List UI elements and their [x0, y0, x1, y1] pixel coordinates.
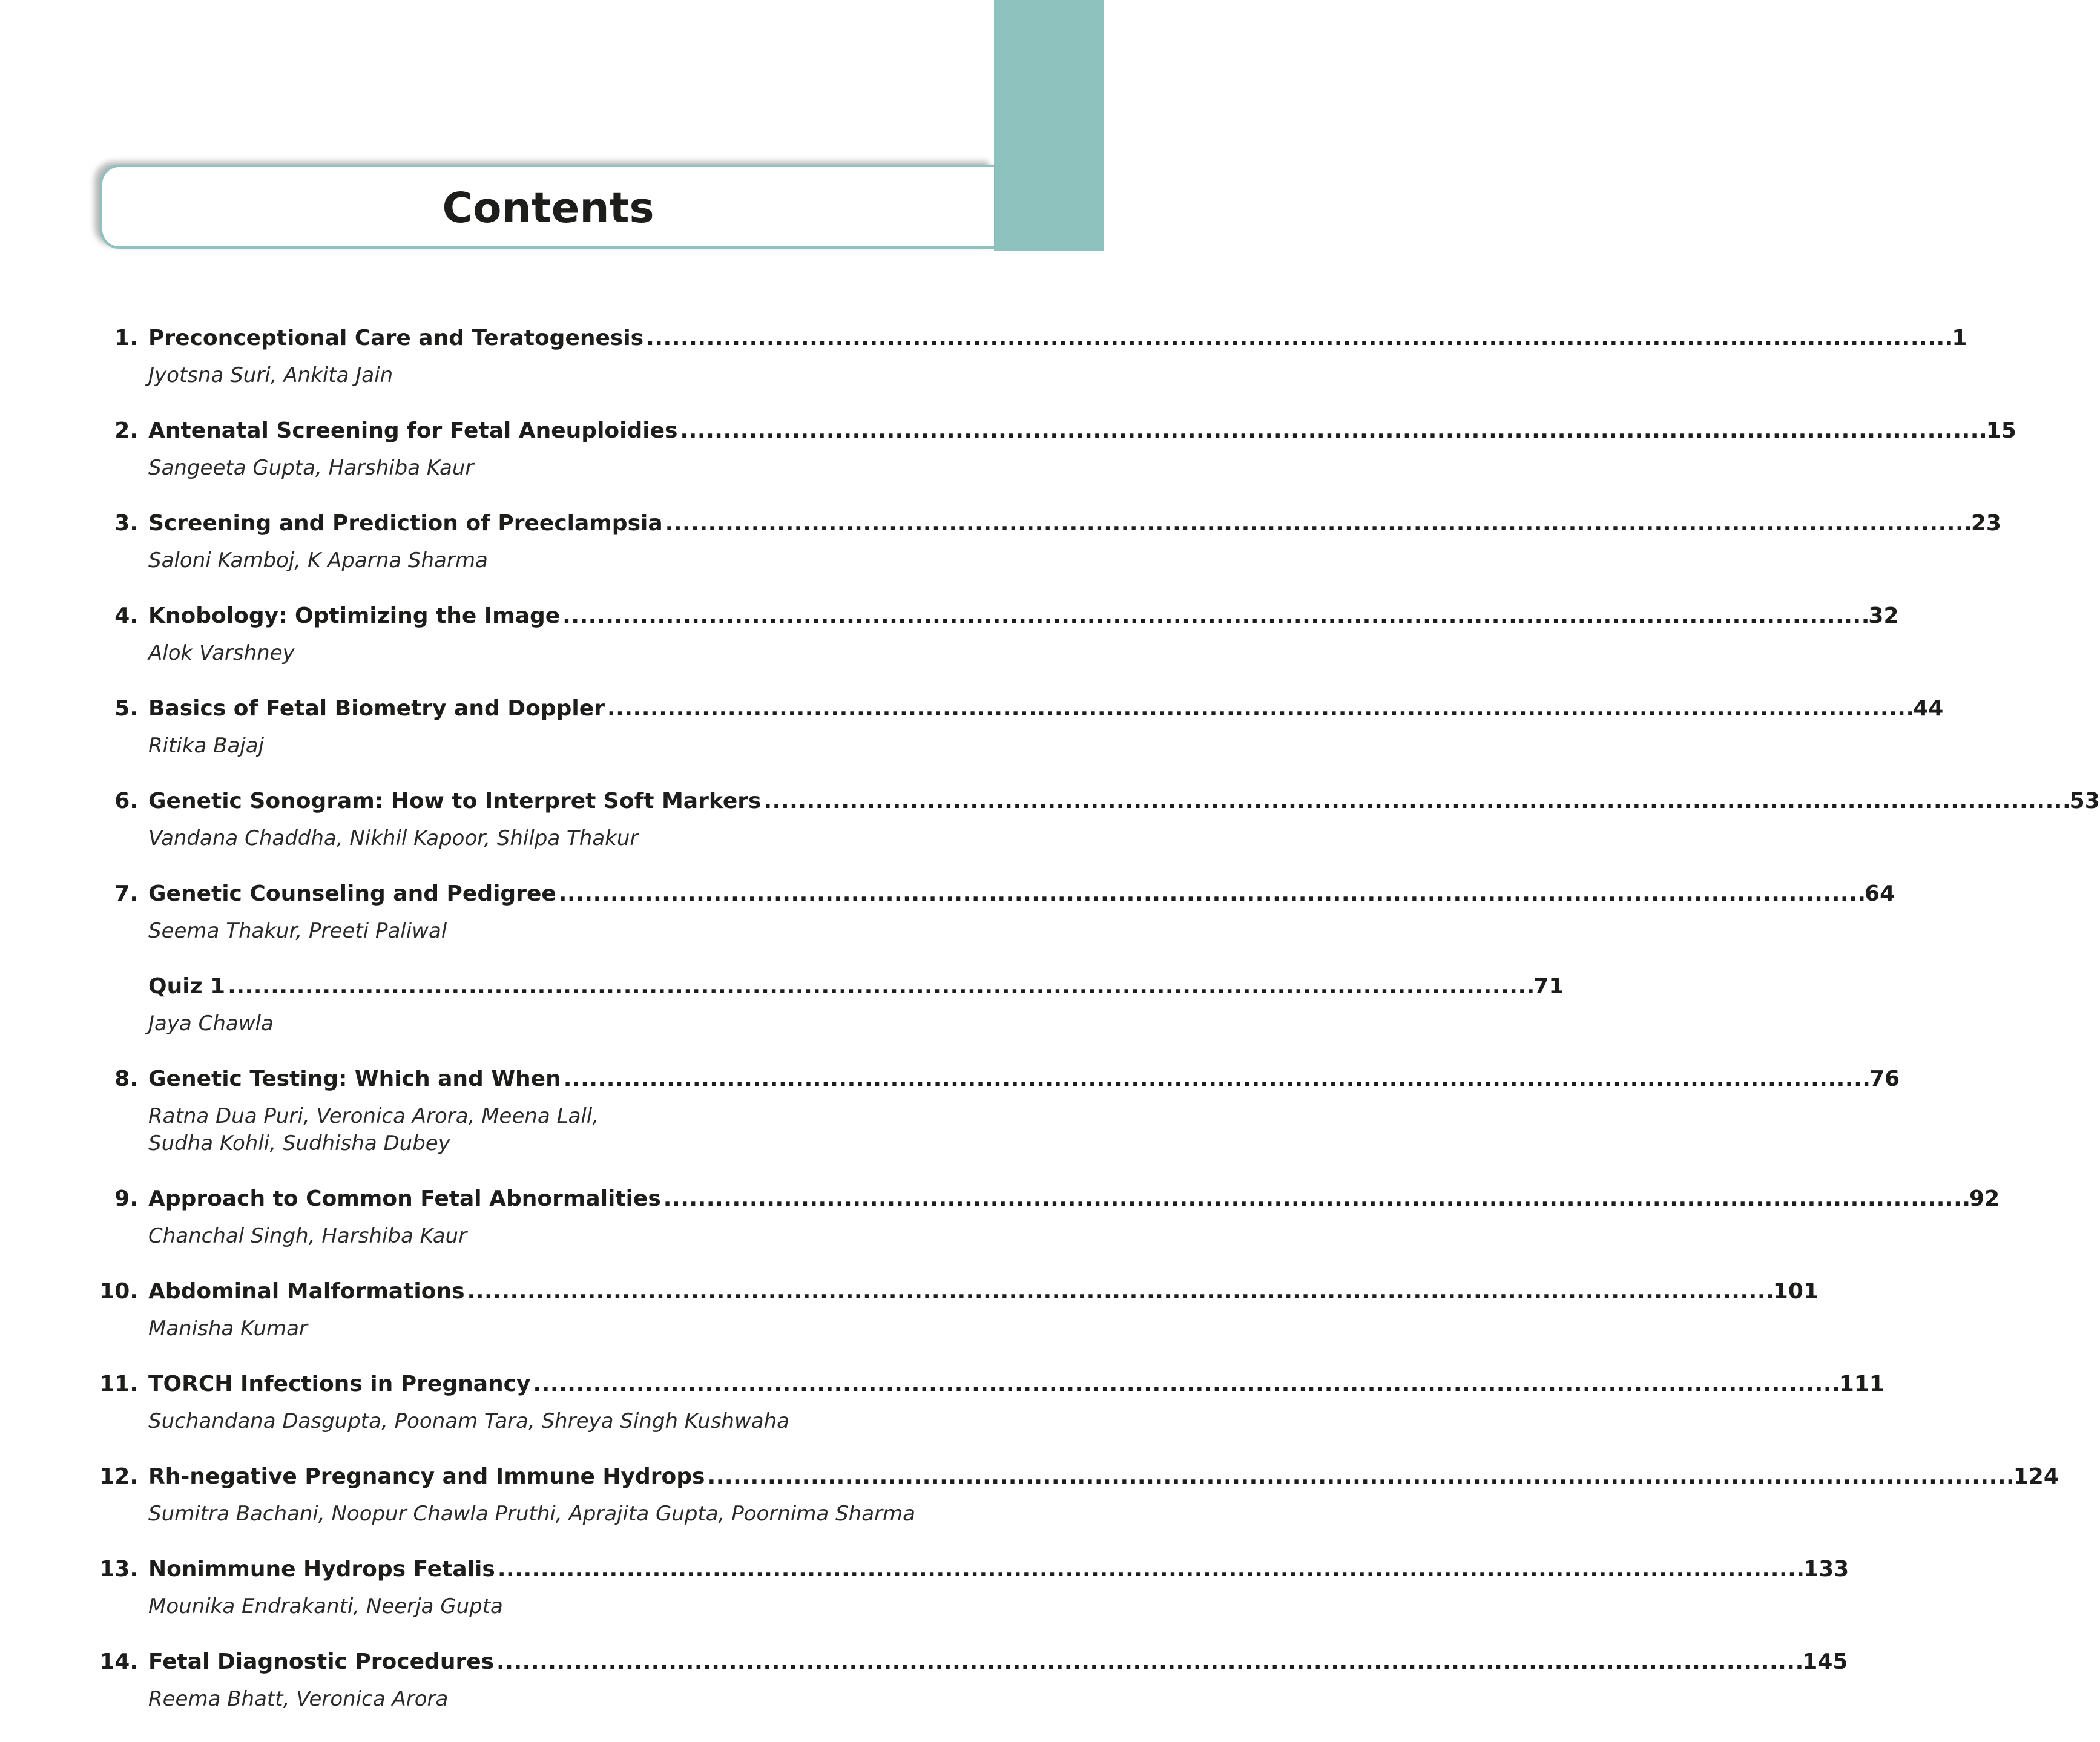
toc-entry-heading[interactable] — [91, 418, 2016, 455]
chapter-title[interactable]: Quiz 1 — [148, 974, 226, 999]
page-number[interactable]: 23 — [1970, 511, 2001, 536]
toc-entry-heading[interactable] — [91, 696, 1944, 732]
chapter-number: 10. — [99, 1279, 138, 1304]
chapter-authors: Sudha Kohli, Sudhisha Dubey — [148, 1131, 450, 1155]
page-number[interactable]: 32 — [1868, 603, 1899, 628]
chapter-title[interactable]: Genetic Sonogram: How to Interpret Soft Markers — [148, 789, 762, 813]
toc-entry[interactable] — [91, 1557, 1849, 1620]
page-number[interactable]: 44 — [1913, 696, 1944, 721]
toc-entry[interactable] — [91, 1067, 1900, 1157]
toc-entry-heading[interactable] — [91, 511, 2001, 547]
page-number[interactable]: 92 — [1969, 1186, 2000, 1211]
toc-entry-heading[interactable] — [91, 1557, 1849, 1593]
toc-entry[interactable] — [91, 974, 1564, 1037]
dot-leader — [680, 418, 1983, 443]
chapter-number: 13. — [99, 1557, 138, 1582]
chapter-title[interactable]: Approach to Common Fetal Abnormalities — [148, 1186, 661, 1211]
page-number[interactable]: 124 — [2013, 1464, 2059, 1489]
toc-entry-heading[interactable] — [91, 326, 1967, 362]
chapter-authors: Jaya Chawla — [148, 1011, 274, 1036]
toc-entry[interactable] — [91, 1279, 1819, 1343]
page-number[interactable]: 64 — [1865, 881, 1895, 906]
chapter-authors: Chanchal Singh, Harshiba Kaur — [148, 1224, 467, 1248]
chapter-number: 3. — [114, 511, 138, 536]
page-number[interactable]: 76 — [1869, 1067, 1900, 1091]
dot-leader — [646, 326, 1949, 350]
toc-entry[interactable] — [91, 1372, 1884, 1435]
toc-entry-heading[interactable] — [91, 1464, 2059, 1500]
chapter-authors: Manisha Kumar — [148, 1316, 308, 1341]
dot-leader — [663, 1186, 1967, 1211]
chapter-title[interactable]: Knobology: Optimizing the Image — [148, 603, 561, 628]
chapter-authors: Ratna Dua Puri, Veronica Arora, Meena Lall, — [148, 1104, 599, 1128]
dot-leader — [707, 1464, 2010, 1489]
contents-header-box — [100, 165, 994, 249]
toc-entry[interactable] — [91, 881, 1895, 945]
toc-entry[interactable] — [91, 1649, 1848, 1713]
chapter-title[interactable]: Basics of Fetal Biometry and Doppler — [148, 696, 605, 721]
toc-entry-heading[interactable] — [91, 974, 1564, 1010]
dot-leader — [533, 1372, 1836, 1396]
toc-entry[interactable] — [91, 789, 2100, 852]
chapter-number: 7. — [114, 881, 138, 906]
dot-leader — [607, 696, 1911, 721]
chapter-authors: Suchandana Dasgupta, Poonam Tara, Shreya Singh Kushwaha — [148, 1409, 789, 1433]
toc-entry[interactable] — [91, 511, 2001, 574]
chapter-authors: Vandana Chaddha, Nikhil Kapoor, Shilpa Thakur — [148, 826, 639, 850]
dot-leader — [763, 789, 2067, 813]
chapter-number: 9. — [114, 1186, 138, 1211]
chapter-authors: Sangeeta Gupta, Harshiba Kaur — [148, 456, 474, 480]
dot-leader — [564, 1067, 1867, 1091]
toc-entry[interactable] — [91, 1464, 2059, 1528]
toc-entry-heading[interactable] — [91, 1279, 1819, 1315]
chapter-title[interactable]: Genetic Counseling and Pedigree — [148, 881, 556, 906]
chapter-title[interactable]: TORCH Infections in Pregnancy — [148, 1372, 531, 1396]
toc-entry-heading[interactable] — [91, 603, 1899, 640]
chapter-number: 6. — [114, 789, 138, 813]
dot-leader — [665, 511, 1969, 536]
chapter-title[interactable]: Antenatal Screening for Fetal Aneuploidies — [148, 418, 678, 443]
chapter-number: 5. — [114, 696, 138, 721]
chapter-number: 14. — [99, 1649, 138, 1674]
chapter-authors: Alok Varshney — [148, 641, 295, 665]
chapter-title[interactable]: Genetic Testing: Which and When — [148, 1067, 561, 1091]
chapter-title[interactable]: Screening and Prediction of Preeclampsia — [148, 511, 663, 536]
page-number[interactable]: 53 — [2069, 789, 2100, 813]
chapter-title[interactable]: Fetal Diagnostic Procedures — [148, 1649, 495, 1674]
dot-leader — [559, 881, 1862, 906]
dot-leader — [498, 1557, 1801, 1582]
page-number[interactable]: 101 — [1772, 1279, 1819, 1304]
toc-entry[interactable] — [91, 603, 1899, 667]
page-number[interactable]: 145 — [1802, 1649, 1848, 1674]
toc-entry[interactable] — [91, 326, 1967, 389]
chapter-number: 11. — [99, 1372, 138, 1396]
toc-entry-heading[interactable] — [91, 881, 1895, 918]
toc-entry-heading[interactable] — [91, 1649, 1848, 1686]
toc-entry[interactable] — [91, 696, 1944, 760]
chapter-authors: Ritika Bajaj — [148, 734, 265, 758]
chapter-authors: Jyotsna Suri, Ankita Jain — [148, 363, 393, 387]
dot-leader — [228, 974, 1531, 999]
table-of-contents — [91, 326, 2100, 1742]
page-number[interactable]: 71 — [1533, 974, 1564, 999]
chapter-title[interactable]: Abdominal Malformations — [148, 1279, 465, 1304]
page-number[interactable]: 15 — [1986, 418, 2016, 443]
chapter-number: 2. — [114, 418, 138, 443]
chapter-number: 4. — [114, 603, 138, 628]
page-number[interactable]: 1 — [1952, 326, 1967, 350]
chapter-authors: Mounika Endrakanti, Neerja Gupta — [148, 1594, 503, 1619]
page-title: Contents — [442, 184, 654, 232]
chapter-number: 1. — [114, 326, 138, 350]
toc-entry-heading[interactable] — [91, 1067, 1900, 1103]
dot-leader — [496, 1649, 1800, 1674]
page-number[interactable]: 111 — [1838, 1372, 1884, 1396]
chapter-number: 12. — [99, 1464, 138, 1489]
chapter-title[interactable]: Rh-negative Pregnancy and Immune Hydrops — [148, 1464, 705, 1489]
chapter-title[interactable]: Nonimmune Hydrops Fetalis — [148, 1557, 495, 1582]
toc-entry-heading[interactable] — [91, 789, 2100, 825]
chapter-authors: Seema Thakur, Preeti Paliwal — [148, 919, 447, 943]
toc-entry-heading[interactable] — [91, 1372, 1884, 1408]
corner-color-tab — [994, 0, 1104, 251]
toc-entry[interactable] — [91, 418, 2016, 482]
chapter-authors: Sumitra Bachani, Noopur Chawla Pruthi, Aprajita Gupta, Poornima Sharma — [148, 1502, 915, 1526]
toc-entry-heading[interactable] — [91, 1186, 2000, 1223]
chapter-authors: Reema Bhatt, Veronica Arora — [148, 1687, 449, 1711]
dot-leader — [562, 603, 1866, 628]
toc-entry[interactable] — [91, 1186, 2000, 1250]
page-number[interactable]: 133 — [1803, 1557, 1849, 1582]
chapter-authors: Saloni Kamboj, K Aparna Sharma — [148, 548, 488, 573]
dot-leader — [467, 1279, 1771, 1304]
chapter-number: 8. — [114, 1067, 138, 1091]
chapter-title[interactable]: Preconceptional Care and Teratogenesis — [148, 326, 644, 350]
